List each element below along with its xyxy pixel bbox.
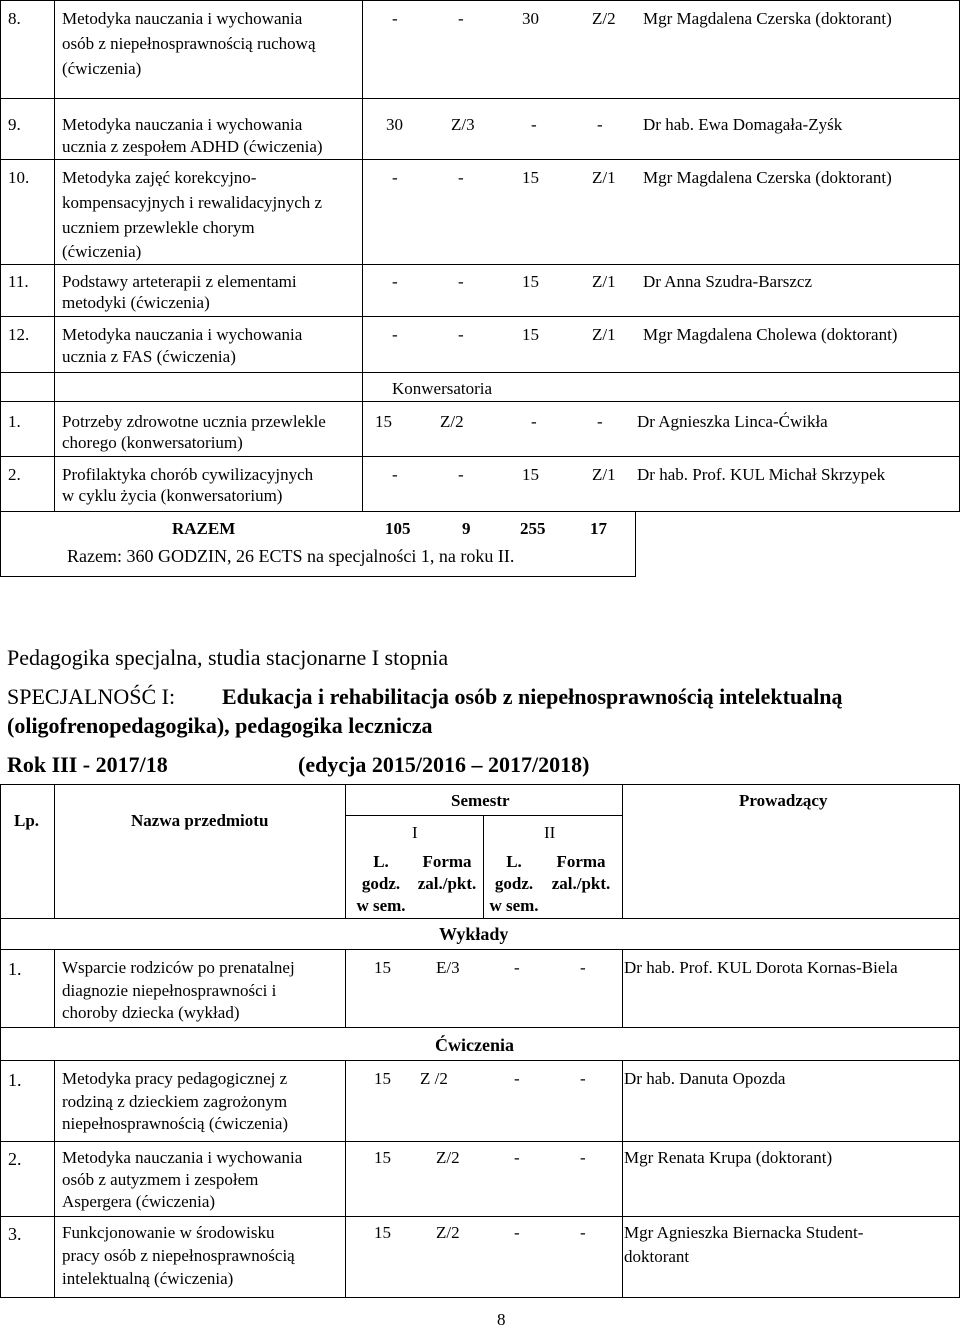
razem-note: Razem: 360 GODZIN, 26 ECTS na specjalności 1, na roku II. <box>67 546 515 566</box>
course-name: Metodyka nauczania i wychowania <box>62 115 303 134</box>
razem-value: 9 <box>462 519 471 538</box>
page-number: 8 <box>497 1310 506 1329</box>
teacher: Mgr Renata Krupa (doktorant) <box>624 1148 833 1167</box>
course-name: Metodyka nauczania i wychowania <box>62 9 303 28</box>
course-name: Aspergera (ćwiczenia) <box>62 1192 216 1211</box>
header-lp: Lp. <box>14 811 40 830</box>
header-forma-line: Forma <box>556 852 606 871</box>
teacher: Dr hab. Prof. KUL Michał Skrzypek <box>637 465 886 484</box>
cell-value: - <box>531 115 537 134</box>
teacher: Mgr Magdalena Czerska (doktorant) <box>643 9 892 28</box>
header-lgodz-line: L. <box>373 852 389 871</box>
cell-value: - <box>458 168 464 187</box>
teacher: Dr hab. Danuta Opozda <box>624 1069 786 1088</box>
year-label: Rok III - 2017/18 <box>7 752 168 777</box>
course-name: ucznia z FAS (ćwiczenia) <box>62 347 236 366</box>
header-lgodz-line: w sem. <box>356 896 406 915</box>
header-forma-line: Forma <box>422 852 472 871</box>
cell-value: - <box>580 1069 586 1088</box>
section-label-konwersatoria: Konwersatoria <box>392 379 493 398</box>
course-name: Wsparcie rodziców po prenatalnej <box>62 958 295 977</box>
header-name: Nazwa przedmiotu <box>131 811 269 830</box>
header-forma <box>547 851 615 895</box>
course-name: intelektualną (ćwiczenia) <box>62 1269 234 1288</box>
cell-value: Z/1 <box>592 325 616 344</box>
teacher: Mgr Agnieszka Biernacka Student- <box>624 1223 864 1242</box>
specialty-name: Edukacja i rehabilitacja osób z niepełnosprawnością intelektualną <box>222 684 843 709</box>
cell-value: 15 <box>522 325 539 344</box>
cell-value: - <box>597 115 603 134</box>
course-name: rodziną z dzieckiem zagrożonym <box>62 1092 288 1111</box>
cell-value: 30 <box>386 115 403 134</box>
course-name: osób z autyzmem i zespołem <box>62 1170 259 1189</box>
course-name: ucznia z zespołem ADHD (ćwiczenia) <box>62 137 323 156</box>
cell-value: Z/2 <box>440 412 464 431</box>
row-number: 11. <box>8 272 29 291</box>
razem-value: 105 <box>385 519 411 538</box>
cell-value: - <box>580 1148 586 1167</box>
header-lgodz-line: w sem. <box>489 896 539 915</box>
teacher: Mgr Magdalena Czerska (doktorant) <box>643 168 892 187</box>
row-number: 9. <box>8 115 21 134</box>
course-name: Metodyka zajęć korekcyjno- <box>62 168 257 187</box>
cell-value: - <box>392 272 398 291</box>
cell-value: 15 <box>375 412 392 431</box>
cell-value: 15 <box>374 958 391 977</box>
row-number: 10. <box>8 168 30 187</box>
specialty-prefix: SPECJALNOŚĆ I: <box>7 684 176 709</box>
cell-value: Z/1 <box>592 168 616 187</box>
course-name: Profilaktyka chorób cywilizacyjnych <box>62 465 314 484</box>
cell-value: - <box>514 958 520 977</box>
cell-value: Z/1 <box>592 465 616 484</box>
cell-value: 15 <box>374 1148 391 1167</box>
header-lgodz <box>353 851 409 917</box>
cell-value: - <box>514 1069 520 1088</box>
header-forma-line: zal./pkt. <box>551 874 611 893</box>
course-name: Potrzeby zdrowotne ucznia przewlekle <box>62 412 326 431</box>
section-label-cwiczenia: Ćwiczenia <box>435 1035 514 1055</box>
cell-value: - <box>580 1223 586 1242</box>
row-number: 2. <box>8 465 21 484</box>
cell-value: - <box>580 958 586 977</box>
cell-value: - <box>531 412 537 431</box>
teacher: Dr hab. Ewa Domagała-Zyśk <box>643 115 843 134</box>
course-name: (ćwiczenia) <box>62 242 142 261</box>
course-name: diagnozie niepełnosprawności i <box>62 981 277 1000</box>
cell-value: Z/2 <box>436 1223 460 1242</box>
course-name: w cyklu życia (konwersatorium) <box>62 486 283 505</box>
cell-value: - <box>514 1223 520 1242</box>
course-name: Metodyka nauczania i wychowania <box>62 1148 303 1167</box>
cell-value: Z/1 <box>592 272 616 291</box>
teacher: Dr hab. Prof. KUL Dorota Kornas-Biela <box>624 958 898 977</box>
course-name: (ćwiczenia) <box>62 59 142 78</box>
cell-value: - <box>392 9 398 28</box>
course-name: Metodyka nauczania i wychowania <box>62 325 303 344</box>
course-name: niepełnosprawnością (ćwiczenia) <box>62 1114 289 1133</box>
cell-value: 30 <box>522 9 539 28</box>
header-forma <box>413 851 481 895</box>
cell-value: - <box>392 465 398 484</box>
cell-value: - <box>597 412 603 431</box>
cell-value: 15 <box>374 1069 391 1088</box>
cell-value: - <box>458 325 464 344</box>
razem-value: 17 <box>590 519 607 538</box>
header-forma-line: zal./pkt. <box>417 874 477 893</box>
razem-value: 255 <box>520 519 546 538</box>
cell-value: 15 <box>374 1223 391 1242</box>
row-number: 3. <box>8 1224 22 1244</box>
teacher: Mgr Magdalena Cholewa (doktorant) <box>643 325 898 344</box>
row-number: 2. <box>8 1149 22 1169</box>
header-lgodz-line: godz. <box>494 874 534 893</box>
header-sem2: II <box>544 823 556 842</box>
cell-value: Z /2 <box>420 1069 448 1088</box>
header-sem1: I <box>412 823 418 842</box>
cell-value: - <box>514 1148 520 1167</box>
specialty-name-cont: (oligofrenopedagogika), pedagogika lecznicza <box>7 713 433 738</box>
section-label-wyklady: Wykłady <box>439 924 509 944</box>
cell-value: - <box>392 325 398 344</box>
header-lgodz-line: L. <box>506 852 522 871</box>
course-name: kompensacyjnych i rewalidacyjnych z <box>62 193 323 212</box>
cell-value: - <box>458 272 464 291</box>
cell-value: - <box>458 9 464 28</box>
course-name: metodyki (ćwiczenia) <box>62 293 210 312</box>
cell-value: 15 <box>522 465 539 484</box>
header-lgodz <box>486 851 542 917</box>
cell-value: - <box>458 465 464 484</box>
course-name: Funkcjonowanie w środowisku <box>62 1223 275 1242</box>
cell-value: 15 <box>522 272 539 291</box>
row-number: 1. <box>8 1070 22 1090</box>
teacher: doktorant <box>624 1247 690 1266</box>
course-name: Metodyka pracy pedagogicznej z <box>62 1069 288 1088</box>
teacher: Dr Anna Szudra-Barszcz <box>643 272 812 291</box>
row-number: 8. <box>8 9 21 28</box>
cell-value: Z/3 <box>451 115 475 134</box>
row-number: 1. <box>8 412 21 431</box>
course-name: uczniem przewlekle chorym <box>62 218 255 237</box>
header-lgodz-line: godz. <box>361 874 401 893</box>
course-name: Podstawy arteterapii z elementami <box>62 272 297 291</box>
header-semestr: Semestr <box>451 791 510 810</box>
program-heading: Pedagogika specjalna, studia stacjonarne I stopnia <box>7 645 449 670</box>
course-name: osób z niepełnosprawnością ruchową <box>62 34 316 53</box>
edition-label: (edycja 2015/2016 – 2017/2018) <box>298 752 590 777</box>
row-number: 12. <box>8 325 30 344</box>
course-name: choroby dziecka (wykład) <box>62 1003 240 1022</box>
cell-value: - <box>392 168 398 187</box>
row-number: 1. <box>8 959 22 979</box>
teacher: Dr Agnieszka Linca-Ćwikła <box>637 412 828 431</box>
cell-value: Z/2 <box>436 1148 460 1167</box>
razem-label: RAZEM <box>172 519 236 538</box>
course-name: chorego (konwersatorium) <box>62 433 243 452</box>
cell-value: 15 <box>522 168 539 187</box>
cell-value: Z/2 <box>592 9 616 28</box>
header-prowadzacy: Prowadzący <box>739 791 828 810</box>
course-name: pracy osób z niepełnosprawnością <box>62 1246 295 1265</box>
cell-value: E/3 <box>436 958 460 977</box>
